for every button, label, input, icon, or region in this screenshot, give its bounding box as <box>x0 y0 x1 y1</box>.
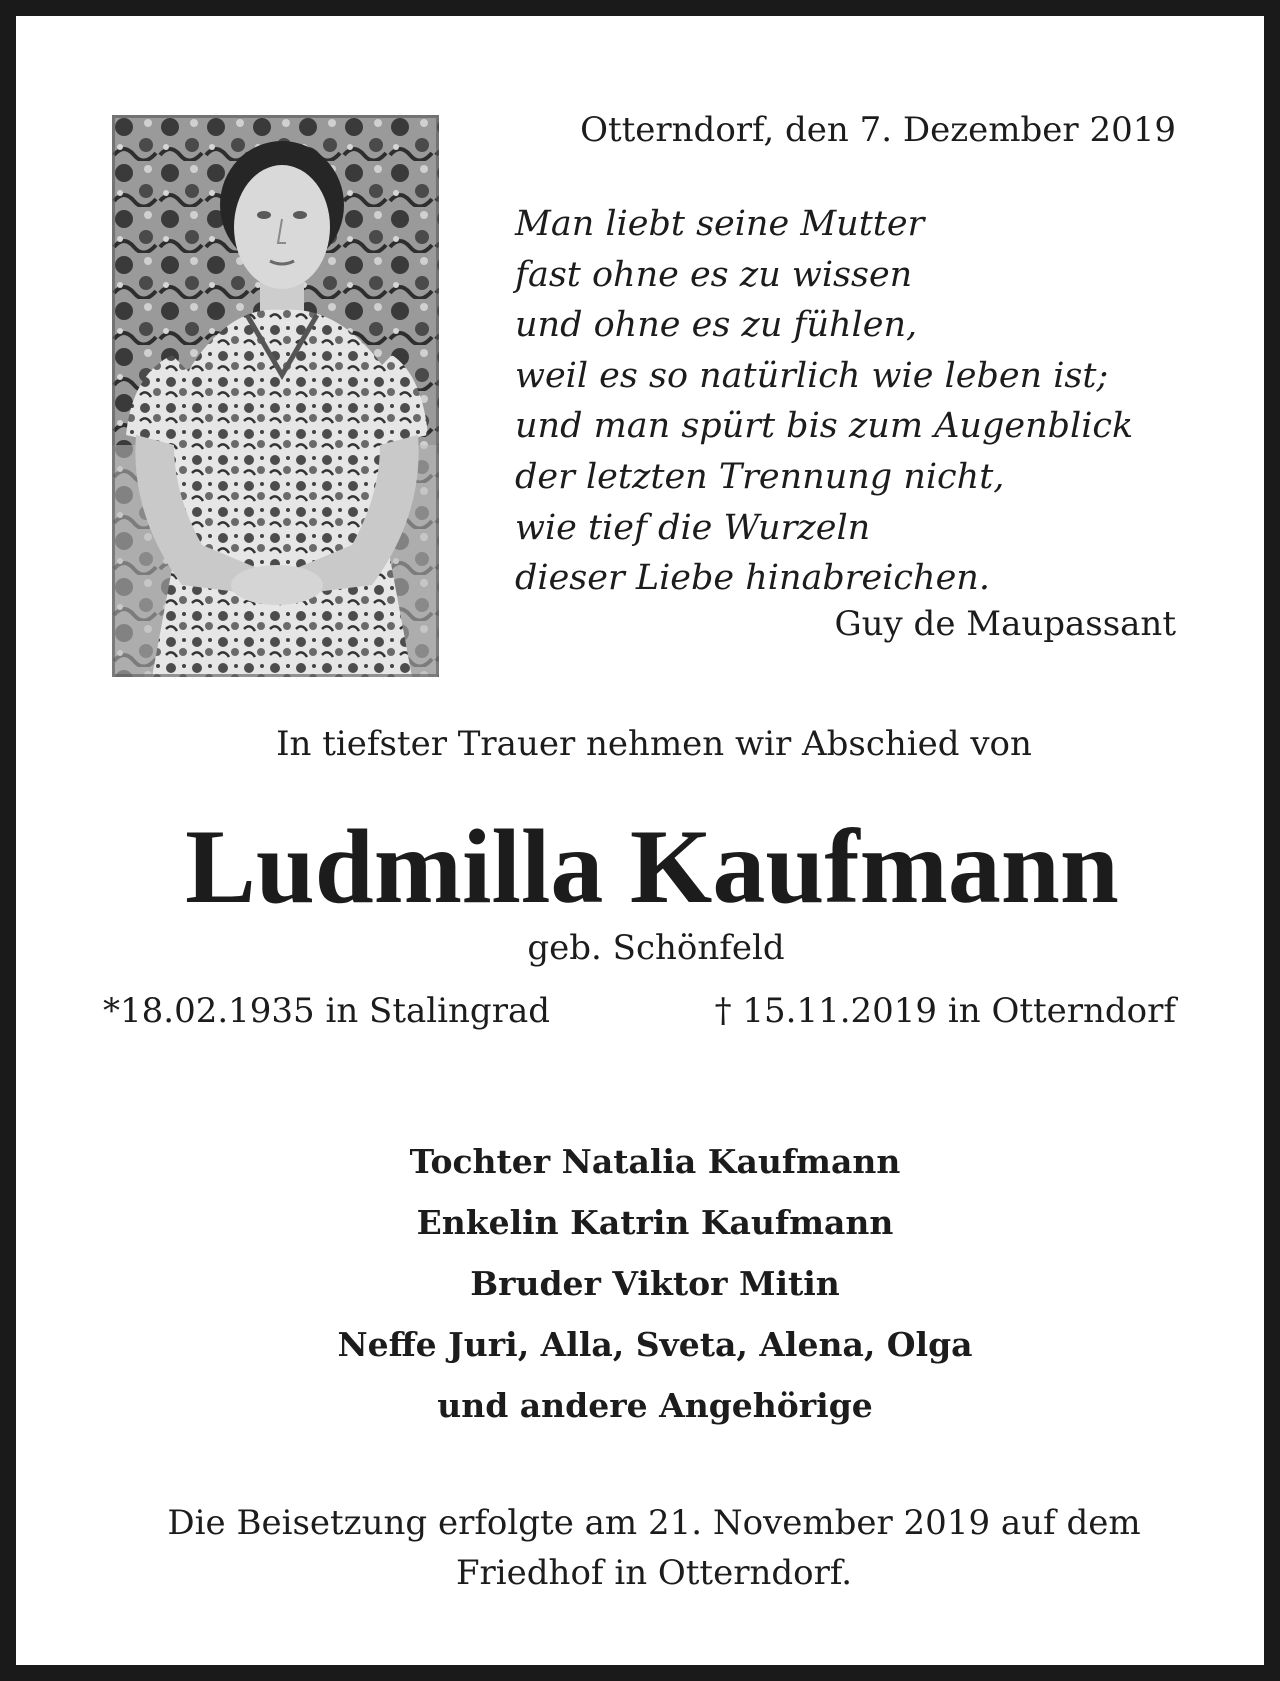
mourning-intro: In tiefster Trauer nehmen wir Abschied von <box>276 724 1032 764</box>
birth-info: *18.02.1935 in Stalingrad <box>103 991 550 1031</box>
mourner-entry: und andere Angehörige <box>437 1386 873 1425</box>
mourner-entry: Neffe Juri, Alla, Sveta, Alena, Olga <box>337 1325 973 1364</box>
quote-line: fast ohne es zu wissen <box>515 254 913 295</box>
quote-line: und ohne es zu fühlen, <box>515 305 918 346</box>
quote-line: Man liebt seine Mutter <box>515 204 925 244</box>
quote-line: der letzten Trennung nicht, <box>515 456 1005 497</box>
quote-line: dieser Liebe hinabreichen. <box>515 558 990 599</box>
quote-line: wie tief die Wurzeln <box>515 507 871 548</box>
quote-author: Guy de Maupassant <box>834 604 1176 644</box>
burial-line: Die Beisetzung erfolgte am 21. November 2019 auf dem <box>167 1503 1141 1543</box>
portrait-photo <box>112 115 439 677</box>
quote-line: und man spürt bis zum Augenblick <box>515 406 1134 447</box>
maiden-name: geb. Schönfeld <box>527 928 785 968</box>
burial-line: Friedhof in Otterndorf. <box>455 1553 853 1593</box>
burial-notice <box>16 1498 1280 1598</box>
place-and-date: Otterndorf, den 7. Dezember 2019 <box>580 110 1176 150</box>
mourners-list <box>16 1131 1280 1436</box>
mourner-entry: Bruder Viktor Mitin <box>470 1264 840 1303</box>
mourner-entry: Tochter Natalia Kaufmann <box>409 1142 901 1181</box>
mourner-entry: Enkelin Katrin Kaufmann <box>416 1203 894 1242</box>
quote-poem <box>515 199 1215 604</box>
deceased-name: Ludmilla Kaufmann <box>185 808 1119 925</box>
death-info: † 15.11.2019 in Otterndorf <box>714 991 1176 1031</box>
quote-line: weil es so natürlich wie leben ist; <box>515 355 1109 396</box>
